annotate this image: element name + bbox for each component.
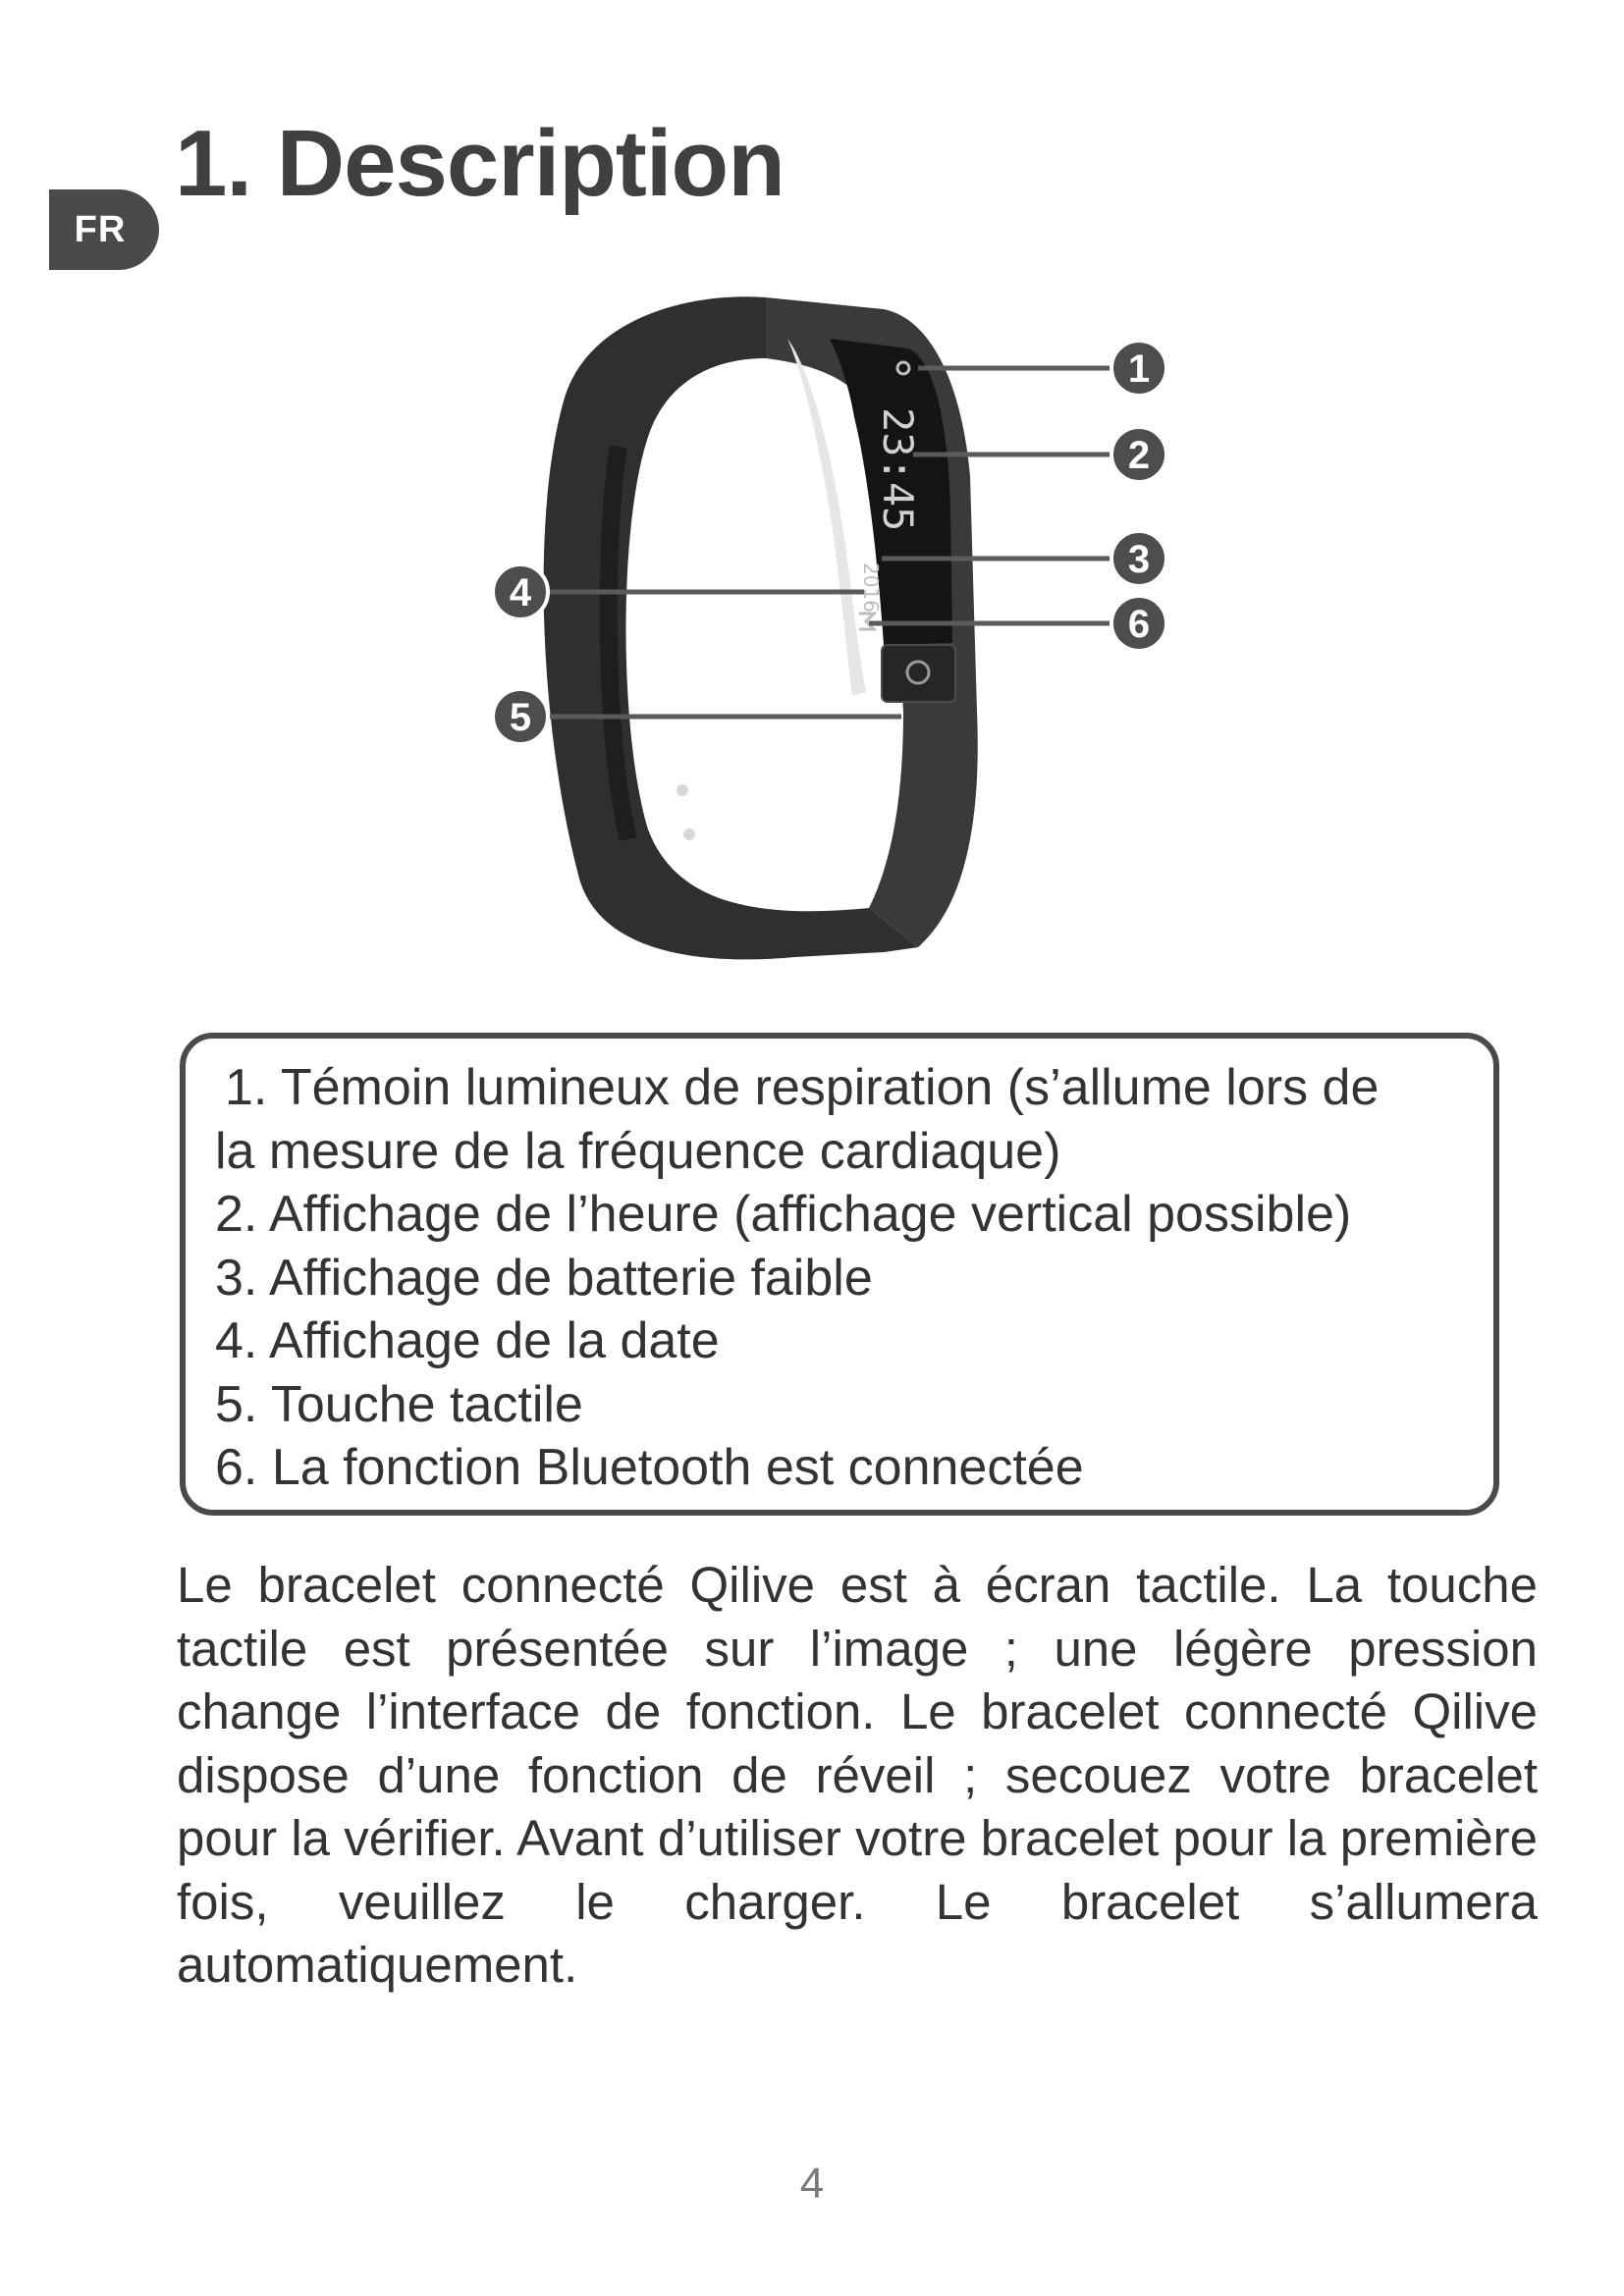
legend-item-1-line2: la mesure de la fréquence cardiaque) bbox=[215, 1122, 1061, 1180]
page-number: 4 bbox=[799, 2160, 825, 2208]
callout-3-label: 3 bbox=[1127, 538, 1151, 581]
callout-2 bbox=[1111, 427, 1166, 482]
callout-1-label: 1 bbox=[1127, 347, 1151, 391]
legend-item-6: 6. La fonction Bluetooth est connectée bbox=[215, 1439, 1084, 1496]
legend-item-1-line1: 1. Témoin lumineux de respiration (s’allume lors de bbox=[225, 1059, 1380, 1116]
language-tab bbox=[49, 189, 159, 270]
legend-list bbox=[215, 1056, 1493, 1500]
callout-5-label: 5 bbox=[509, 696, 532, 739]
callout-5 bbox=[493, 689, 548, 744]
date-display: 2016 bbox=[859, 562, 883, 613]
callout-6 bbox=[1111, 596, 1166, 651]
language-code: FR bbox=[74, 208, 127, 250]
legend-item-5: 5. Touche tactile bbox=[215, 1375, 583, 1433]
legend-item-2: 2. Affichage de l’heure (affichage vertical possible) bbox=[215, 1186, 1352, 1243]
legend-item-1 bbox=[215, 1056, 1493, 1183]
callout-4 bbox=[493, 564, 548, 619]
touch-key-area bbox=[882, 645, 955, 702]
body-paragraph: Le bracelet connecté Qilive est à écran tactile. La touche tactile est présentée sur l’image ; une légère pression change l’interface de fonction. Le bracelet connecté Qilive dispose d’une fonction de réveil ; secouez votre bracelet pour la vérifier. Avant d’utiliser votre bracelet pour la première fois, veuillez le charger. Le bracelet s’allumera automatiquement. bbox=[177, 1557, 1538, 1993]
legend-item-4: 4. Affichage de la date bbox=[215, 1312, 720, 1369]
callout-2-label: 2 bbox=[1127, 434, 1151, 477]
legend-item-3: 3. Affichage de batterie faible bbox=[215, 1249, 873, 1307]
page-title: 1. Description bbox=[175, 111, 785, 216]
bracelet-diagram bbox=[471, 280, 1218, 987]
callout-4-label: 4 bbox=[509, 571, 532, 614]
callout-6-label: 6 bbox=[1127, 603, 1151, 646]
time-display: 23:45 bbox=[874, 407, 922, 532]
callout-3 bbox=[1111, 531, 1166, 586]
callout-1 bbox=[1111, 341, 1166, 396]
legend-box bbox=[180, 1033, 1499, 1516]
